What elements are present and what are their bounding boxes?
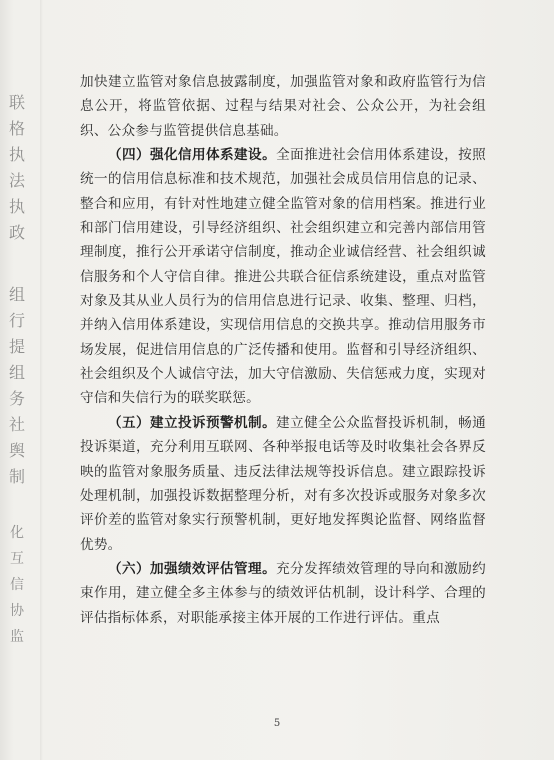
section-heading: （四）强化信用体系建设。 [108,147,277,164]
bleed-column-c: 化互信协监 [10,525,24,645]
paragraph-continued [80,70,486,143]
paragraph-text: 加快建立监管对象信息披露制度，加强监管对象和政府监管行为信息公开，将监管依据、过程与结果对社会、公众公开，为社会组织、公众参与监管提供信息基础。 [80,74,486,139]
page-number: 5 [273,718,281,729]
bleed-column-b: 组行提组务社舆制 [8,285,25,486]
bleed-column-a: 联格执法执政 [8,93,25,242]
left-margin-bleed-through [4,90,40,710]
document-body [80,70,486,630]
page-fold-shadow [40,0,43,760]
paragraph-complaint-warning [80,411,486,557]
paragraph-performance-evaluation [80,557,486,630]
paragraph-credit-system [80,143,486,411]
section-heading: （六）加强绩效评估管理。 [108,560,277,577]
paragraph-text: 建立健全公众监督投诉机制，畅通投诉渠道，充分利用互联网、各种举报电话等及时收集社会各界反映的监管对象服务质量、违反法律法规等投诉信息。建立跟踪投诉处理机制，加强投诉数据整理分析，对有多次投诉或服务对象多次评价差的监管对象实行预警机制，更好地发挥舆论监督、网络监督优势。 [80,414,487,553]
paragraph-text: 全面推进社会信用体系建设，按照统一的信用信息标准和技术规范，加强社会成员信用信息的记录、整合和应用，有针对性地建立健全监管对象的信用档案。推进行业和部门信用建设，引导经济组织、社会组织建立和完善内部信用管理制度，推行公开承诺守信制度，推动企业诚信经营、社会组织诚信服务和个人守信自律。推进公共联合征信系统建设，重点对监管对象及其从业人员行为的信用信息进行记录、收集、整理、归档，并纳入信用体系建设，实现信用信息的交换共享。推动信用服务市场发展，促进信用信息的广泛传播和使用。监督和引导经济组织、社会组织及个人诚信守法，加大守信激励、失信惩戒力度，实现对守信和失信行为的联奖联惩。 [80,147,487,407]
section-heading: （五）建立投诉预警机制。 [108,414,277,431]
paragraph-text: 充分发挥绩效管理的导向和激励约束作用，建立健全多主体参与的绩效评估机制，设计科学、合理的评估指标体系，对职能承接主体开展的工作进行评估。重点 [80,560,487,626]
